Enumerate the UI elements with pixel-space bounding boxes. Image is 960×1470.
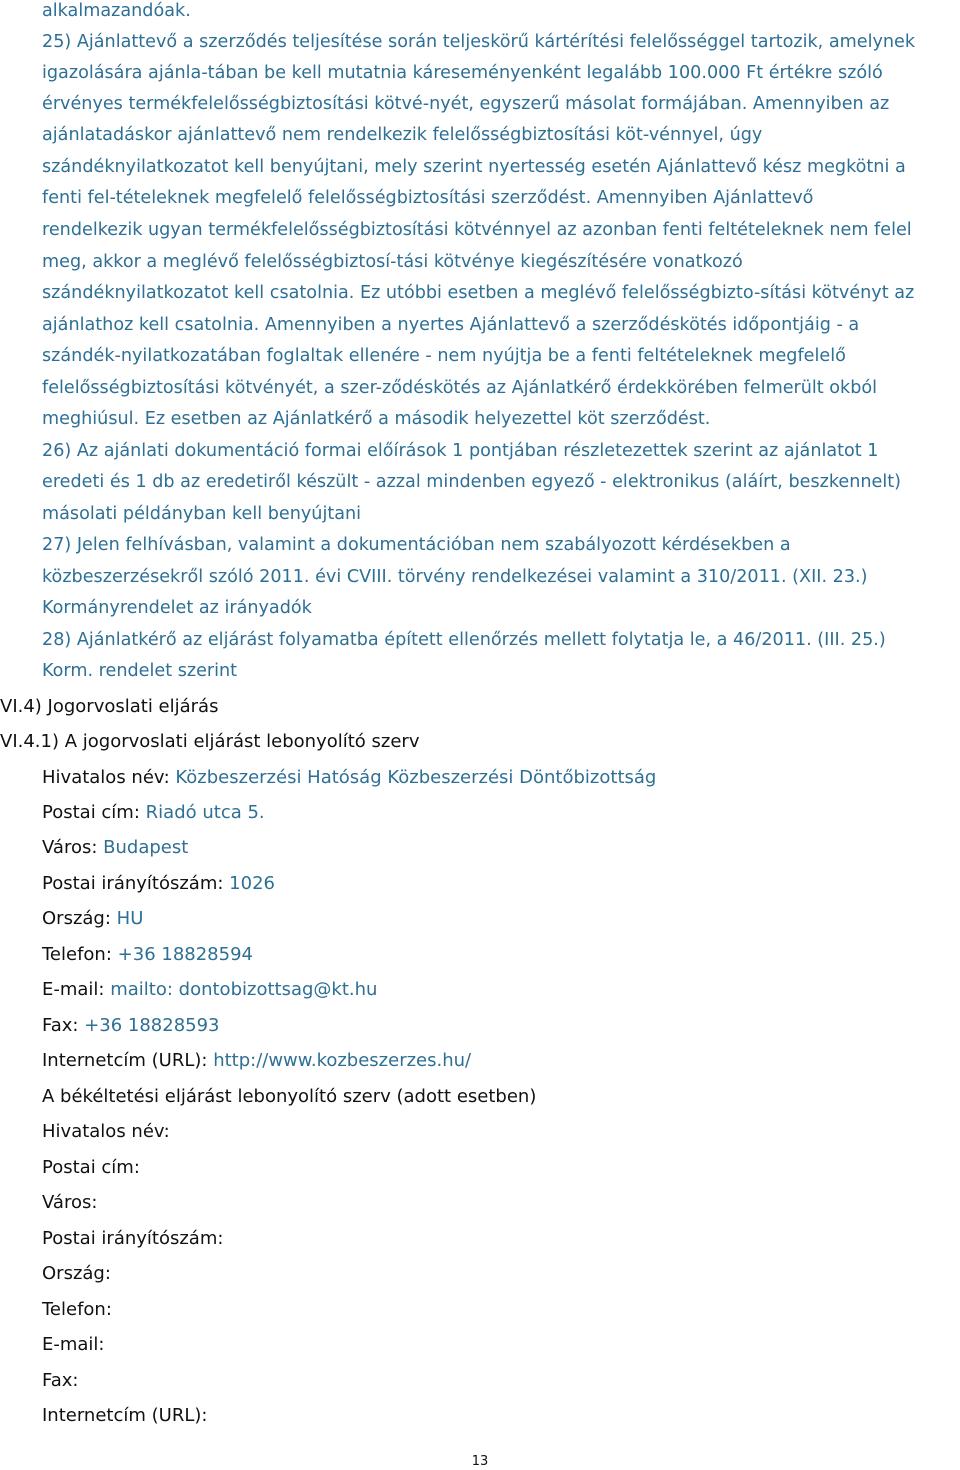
text-line: meg, akkor a meglévő felelősségbiztosí-tási kötvénye kiegészítésére vonatkozó bbox=[42, 252, 743, 272]
field-value: +36 18828594 bbox=[117, 944, 253, 965]
field-postal-code bbox=[42, 873, 275, 895]
text-line: Kormányrendelet az irányadók bbox=[42, 598, 312, 618]
field-label: E-mail: bbox=[42, 1334, 105, 1355]
field-label: Internetcím (URL): bbox=[42, 1050, 208, 1071]
mediation-field-email bbox=[42, 1334, 105, 1356]
text-line: 27) Jelen felhívásban, valamint a dokumentációban nem szabályozott kérdésekben a bbox=[42, 535, 791, 555]
field-value: 1026 bbox=[229, 873, 275, 894]
email-link[interactable]: mailto: dontobizottsag@kt.hu bbox=[110, 979, 378, 1000]
text-line: szándék-nyilatkozatában foglaltak ellenére - nem nyújtja be a fenti feltételeknek megfelelő bbox=[42, 346, 846, 366]
text-line: felelősségbiztosítási kötvényét, a szer-ződéskötés az Ajánlatkérő érdekkörében felmerült okból bbox=[42, 378, 878, 398]
section-heading: VI.4) Jogorvoslati eljárás bbox=[0, 696, 219, 717]
field-email bbox=[42, 979, 377, 1001]
field-label: Hivatalos név: bbox=[42, 767, 170, 788]
text-line: rendelkezik ugyan termékfelelősségbiztosítási kötvénnyel az azonban fenti feltételeknek nem felel bbox=[42, 220, 912, 240]
field-city bbox=[42, 837, 188, 859]
field-label: Város: bbox=[42, 1192, 98, 1213]
field-value: Riadó utca 5. bbox=[145, 802, 265, 823]
field-label: Telefon: bbox=[42, 1299, 112, 1320]
field-label: Postai irányítószám: bbox=[42, 1228, 224, 1249]
text-line: alkalmazandóak. bbox=[42, 1, 191, 21]
field-label: Postai irányítószám: bbox=[42, 873, 224, 894]
mediation-field-official-name bbox=[42, 1121, 170, 1143]
field-url bbox=[42, 1050, 471, 1072]
field-postal-address bbox=[42, 802, 265, 824]
field-value: Közbeszerzési Hatóság Közbeszerzési Döntőbizottság bbox=[175, 767, 657, 788]
field-label: Ország: bbox=[42, 908, 111, 929]
field-label: Fax: bbox=[42, 1370, 79, 1391]
field-label: Város: bbox=[42, 837, 98, 858]
text-line: szándéknyilatkozatot kell csatolnia. Ez utóbbi esetben a meglévő felelősségbizto-sítási kötvényt az bbox=[42, 283, 915, 303]
mediation-field-postal-address bbox=[42, 1157, 140, 1179]
text-line: 25) Ajánlattevő a szerződés teljesítése során teljeskörű kártérítési felelősséggel tartozik, amelynek bbox=[42, 32, 916, 52]
text-line: Korm. rendelet szerint bbox=[42, 661, 238, 681]
mediation-title: A békéltetési eljárást lebonyolító szerv (adott esetben) bbox=[42, 1086, 537, 1107]
field-fax bbox=[42, 1015, 220, 1037]
text-line: 26) Az ajánlati dokumentáció formai előírások 1 pontjában részletezettek szerint az ajánlatot 1 bbox=[42, 441, 879, 461]
field-label: E-mail: bbox=[42, 979, 105, 1000]
url-link[interactable]: http://www.kozbeszerzes.hu/ bbox=[213, 1050, 472, 1071]
text-line: 28) Ajánlatkérő az eljárást folyamatba épített ellenőrzés mellett folytatja le, a 46/2011. (III. 25.) bbox=[42, 630, 886, 650]
text-line: ajánlatadáskor ajánlattevő nem rendelkezik felelősségbiztosítási köt-vénnyel, úgy bbox=[42, 125, 763, 145]
field-value: +36 18828593 bbox=[84, 1015, 220, 1036]
text-line: érvényes termékfelelősségbiztosítási kötvé-nyét, egyszerű másolat formájában. Amennyiben az bbox=[42, 94, 890, 114]
field-label: Postai cím: bbox=[42, 802, 140, 823]
field-label: Ország: bbox=[42, 1263, 111, 1284]
field-phone bbox=[42, 944, 253, 966]
text-line: fenti fel-tételeknek megfelelő felelősségbiztosítási szerződést. Amennyiben Ajánlattevő bbox=[42, 188, 814, 208]
field-label: Telefon: bbox=[42, 944, 112, 965]
text-line: eredeti és 1 db az eredetiről készült - azzal mindenben egyező - elektronikus (aláírt, beszkennelt) bbox=[42, 472, 902, 492]
mediation-field-fax bbox=[42, 1370, 78, 1392]
text-line: szándéknyilatkozatot kell benyújtani, mely szerint nyertesség esetén Ajánlattevő kész megkötni a bbox=[42, 157, 906, 177]
field-official-name bbox=[42, 767, 656, 789]
mediation-field-phone bbox=[42, 1299, 112, 1321]
field-value: Budapest bbox=[103, 837, 189, 858]
text-line: közbeszerzésekről szóló 2011. évi CVIII. törvény rendelkezései valamint a 310/2011. (XII. 23.) bbox=[42, 567, 868, 587]
mediation-field-postal-code bbox=[42, 1228, 223, 1250]
text-line: másolati példányban kell benyújtani bbox=[42, 504, 362, 524]
text-line: meghiúsul. Ez esetben az Ajánlatkérő a második helyezettel köt szerződést. bbox=[42, 409, 711, 429]
section-subheading: VI.4.1) A jogorvoslati eljárást lebonyolító szerv bbox=[0, 731, 420, 752]
mediation-field-city bbox=[42, 1192, 97, 1214]
field-label: Hivatalos név: bbox=[42, 1121, 170, 1142]
mediation-field-url bbox=[42, 1405, 207, 1427]
mediation-field-country bbox=[42, 1263, 111, 1285]
field-country bbox=[42, 908, 143, 930]
field-label: Postai cím: bbox=[42, 1157, 140, 1178]
field-label: Internetcím (URL): bbox=[42, 1405, 208, 1426]
text-line: ajánlathoz kell csatolnia. Amennyiben a nyertes Ajánlattevő a szerződéskötés időpontjáig - a bbox=[42, 315, 860, 335]
field-value: HU bbox=[116, 908, 144, 929]
page-number: 13 bbox=[471, 1454, 489, 1469]
field-label: Fax: bbox=[42, 1015, 79, 1036]
text-line: igazolására ajánla-tában be kell mutatnia káreseményenként legalább 100.000 Ft értékre szóló bbox=[42, 63, 883, 83]
